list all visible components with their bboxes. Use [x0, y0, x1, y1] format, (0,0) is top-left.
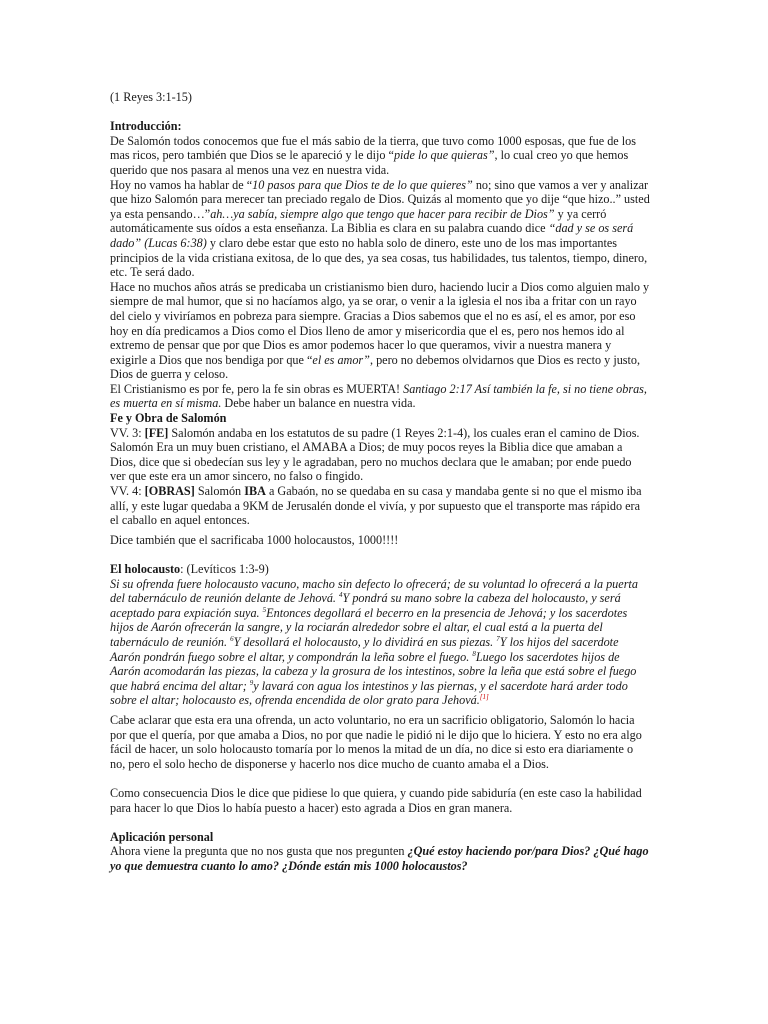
holocausto-heading: El holocausto: [110, 562, 181, 576]
intro-paragraph-3: Hace no muchos años atrás se predicaba un cristianismo bien duro, haciendo lucir a Dios como alguien malo y siempre de mal humor, que si no hacíamos algo, ya se orar, o venir a la iglesia el nos iba a fritar con un rayo del cielo y viviríamos en pobreza para siempre. Gracias a Dios sabemos que el no es así, el es amor, por eso hoy en día predicamos a Dios como el Dios lleno de amor y misericordia que el es, pero nos hemos ido al extremo de pensar que por que Dios es amor podemos hacer lo que queramos, vivir a nuestra manera y exigirle a Dios que nos bendiga por que “el es amor”, pero no debemos olvidarnos que Dios es recto y justo, Dios de guerra y celoso.: [110, 279, 650, 382]
fe-obra-heading: Fe y Obra de Salomón: [110, 411, 227, 426]
holocausto-reference: : (Levíticos 1:3-9): [180, 562, 269, 576]
document-page: [110, 90, 650, 873]
leviticus-passage: Si su ofrenda fuere holocausto vacuno, macho sin defecto lo ofrecerá; de su voluntad lo ofrecerá a la puerta del tabernáculo de reunión delante de Jehová. $^4$Y pondrá su mano sobre la cabeza del holocausto, y será aceptado para expiación suya. $^5$Entonces degollará el becerro en la presencia de Jehová; y los sacerdotes hijos de Aarón ofrecerán la sangre, y la rociarán alrededor sobre el altar, el cual está a la puerta del tabernáculo de reunión. $^6$Y desollará el holocausto, y lo dividirá en sus piezas. $^7$Y los hijos del sacerdote Aarón pondrán fuego sobre el altar, y compondrán la leña sobre el fuego. $^8$Luego los sacerdotes hijos de Aarón acomodarán las piezas, la cabeza y la grosura de los intestinos, sobre la leña que está sobre el fuego que habrá encima del altar; $^9$y lavará con agua los intestinos y las piernas, y el sacerdote hará arder todo sobre el altar; holocausto es, ofrenda encendida de olor grato para Jehová.[1]: [110, 576, 638, 708]
verse-4-paragraph: VV. 4: [OBRAS] Salomón IBA a Gabaón, no se quedaba en su casa y mandaba gente si no que el mismo iba allí, y este lugar quedaba a 9KM de Jerusalén donde el vivía, y por supuesto que el transporte mas rápido era el caballo en aquel entonces.: [110, 484, 642, 528]
footnote-link[interactable]: [1]: [479, 693, 489, 702]
aplicacion-paragraph: Ahora viene la pregunta que no nos gusta que nos pregunten ¿Qué estoy haciendo por/para Dios? ¿Qué hago yo que demuestra cuanto lo amo? ¿Dónde están mis 1000 holocaustos?: [110, 844, 649, 873]
verse-3-paragraph: VV. 3: [FE] Salomón andaba en los estatutos de su padre (1 Reyes 2:1-4), los cuales eran el camino de Dios. Salomón Era un muy buen cristiano, el AMABA a Dios; de muy pocos reyes la Biblia dice que amaban a Dios, dice que si obedecían sus ley y le agradaban, pero no muchos declara que le amaban; por ende puedo ver que este era un amor sincero, no falso o fingido.: [110, 425, 640, 484]
intro-heading: Introducción:: [110, 119, 182, 134]
holocausto-paragraph-1: Cabe aclarar que esta era una ofrenda, un acto voluntario, no era un sacrificio obligatorio, Salomón lo hacia por que el quería, por que amaba a Dios, no por que nadie le pidió ni le dijo que lo hiciera. Y esto no era algo fácil de hacer, un solo holocausto tomaría por lo menos la mitad de un día, no dice si esto era diariamente o no, pero el solo hecho de disponerse y hacerlo nos dice mucho de cuanto amaba el a Dios.: [110, 712, 642, 771]
bible-reference: (1 Reyes 3:1-15): [110, 90, 192, 104]
aplicacion-heading: Aplicación personal: [110, 829, 214, 844]
intro-paragraph-4: El Cristianismo es por fe, pero la fe sin obras es MUERTA! Santiago 2:17 Así también la fe, si no tiene obras, es muerta en sí misma. Debe haber un balance en nuestra vida.: [110, 381, 647, 411]
intro-paragraph-1: De Salomón todos conocemos que fue el más sabio de la tierra, que tuvo como 1000 esposas, que fue de los mas ricos, pero también que Dios se le apareció y le dijo “pide lo que quieras”, lo cual creo yo que hemos querido que nos pasara al menos una vez en nuestra vida.: [110, 133, 636, 177]
holocausto-heading-line: [110, 562, 650, 577]
sacrifice-paragraph: Dice también que el sacrificaba 1000 holocaustos, 1000!!!!: [110, 532, 399, 547]
intro-paragraph-2: Hoy no vamos ha hablar de “10 pasos para que Dios te de lo que quieres” no; sino que vamos a ver y analizar que hizo Salomón para merecer tan preciado regalo de Dios. Quizás al momento que yo dije “que hizo..” usted ya esta pensando…”ah…ya sabía, siempre algo que tengo que hacer para recibir de Dios” y ya cerró automáticamente sus oídos a esta enseñanza. La Biblia es clara en su palabra cuando dice “dad y se os será dado” (Lucas 6:38) y claro debe estar que esto no habla solo de dinero, este uno de los mas importantes principios de la vida cristiana exitosa, de lo que des, ya sea cosas, tus habilidades, tus talentos, tiempo, dinero, etc. Te será dado.: [110, 177, 650, 280]
holocausto-paragraph-2: Como consecuencia Dios le dice que pidiese lo que quiera, y cuando pide sabiduría (en este caso la habilidad para hacer lo que Dios lo había puesto a hacer) esto agrada a Dios en gran manera.: [110, 785, 642, 815]
